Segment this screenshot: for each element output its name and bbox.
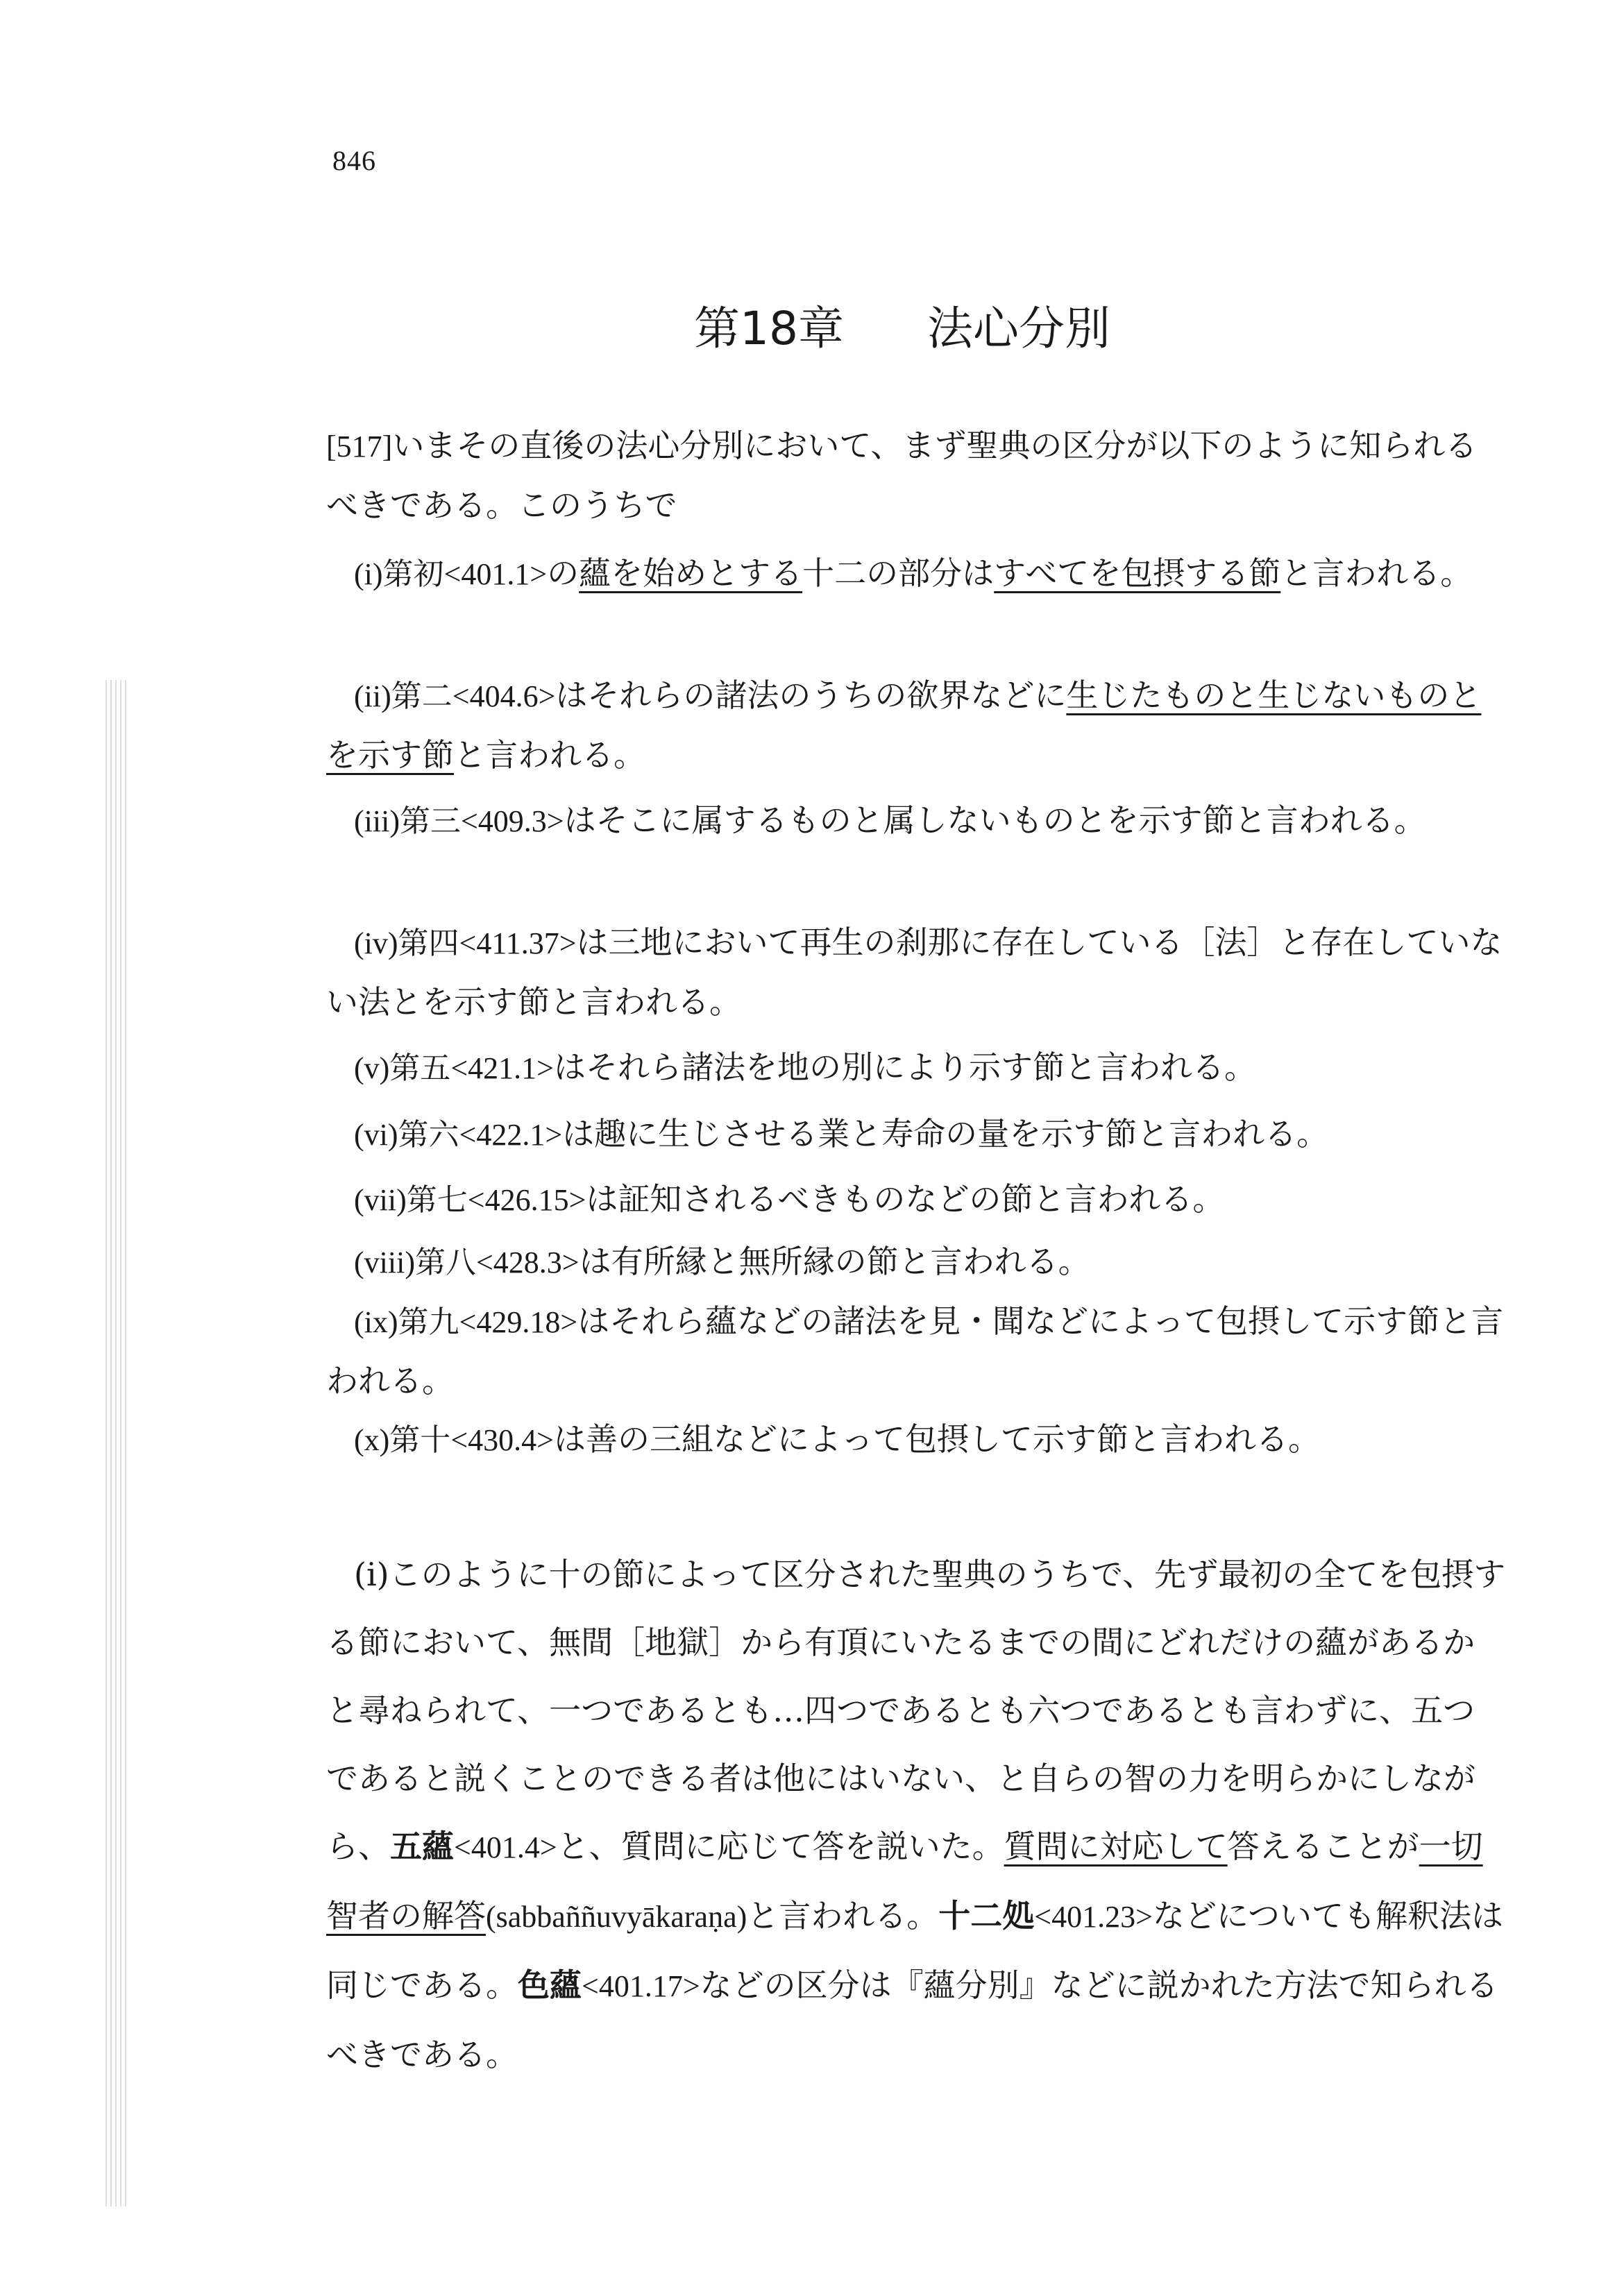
intro-paragraph xyxy=(326,416,1506,534)
section-1: (i)第初<401.1>の蘊を始めとする十二の部分はすべてを包摂する節と言われる。 xyxy=(354,554,1473,592)
intro-ref: [517] xyxy=(326,430,393,464)
chapter-label: 第18章 xyxy=(694,302,844,355)
term-twelve-bases: 十二処 xyxy=(938,1897,1035,1934)
binding-edge xyxy=(105,680,126,2206)
section-7: (vii)第七<426.15>は証知されるべきものなどの節と言われる。 xyxy=(354,1180,1225,1218)
section-10: (x)第十<430.4>は善の三組などによって包摂して示す節と言われる。 xyxy=(354,1420,1320,1458)
pali-term: (sabbaññuvyākaraṇa) xyxy=(486,1900,747,1934)
commentary-paragraph: (i)このように十の節によって区分された聖典のうちで、先ず最初の全てを包摂する節において、無間［地獄］から有頂にいたるまでの間にどれだけの蘊があるかと尋ねられて、一つであるとも…四つであるとも六つであるとも言わずに、五つであると説くことのできる者は他にはいない、と自らの智の力を明らかにしながら、五蘊<401.4>と、質問に応じて答を説いた。質問に対応して答えることが一切智者の解答(sabbaññuvyākaraṇa)と言われる。十二処<401.23>などについても解釈法は同じである。色蘊<401.17>などの区分は『蘊分別』などに説かれた方法で知られるべきである。 xyxy=(326,1556,1506,2073)
section-2: (ii)第二<404.6>はそれらの諸法のうちの欲界などに生じたものと生じないものとを示す節と言われる。 xyxy=(326,677,1482,774)
section-5: (v)第五<421.1>はそれら諸法を地の別により示す節と言われる。 xyxy=(354,1048,1256,1086)
term-five-aggregates: 五蘊 xyxy=(390,1828,454,1865)
page-number: 846 xyxy=(332,145,376,176)
section-3: (iii)第三<409.3>はそこに属するものと属しないものとを示す節と言われる。 xyxy=(354,801,1426,839)
underline-3: 生じたものと生じないものとを示す節 xyxy=(326,677,1482,774)
section-8: (viii)第八<428.3>は有所縁と無所縁の節と言われる。 xyxy=(354,1243,1090,1280)
underline-2: すべてを包摂する節 xyxy=(994,554,1281,592)
chapter-title xyxy=(694,291,1110,357)
intro-text: いまその直後の法心分別において、まず聖典の区分が以下のように知られるべきである。このうちで xyxy=(326,427,1478,524)
underline-1: 蘊を始めとする xyxy=(579,554,803,592)
term-form-aggregate: 色蘊 xyxy=(518,1966,582,2004)
section-4: (iv)第四<411.37>は三地において再生の刹那に存在している［法］と存在していない法とを示す節と言われる。 xyxy=(326,924,1503,1021)
chapter-name: 法心分別 xyxy=(927,302,1110,355)
underline-5: 一切智者の解答 xyxy=(326,1828,1483,1934)
section-9: (ix)第九<429.18>はそれら蘊などの諸法を見・聞などによって包摂して示す節と言われる。 xyxy=(326,1302,1504,1400)
section-6: (vi)第六<422.1>は趣に生じさせる業と寿命の量を示す節と言われる。 xyxy=(354,1115,1329,1153)
underline-4: 質問に対応して xyxy=(1004,1828,1228,1865)
